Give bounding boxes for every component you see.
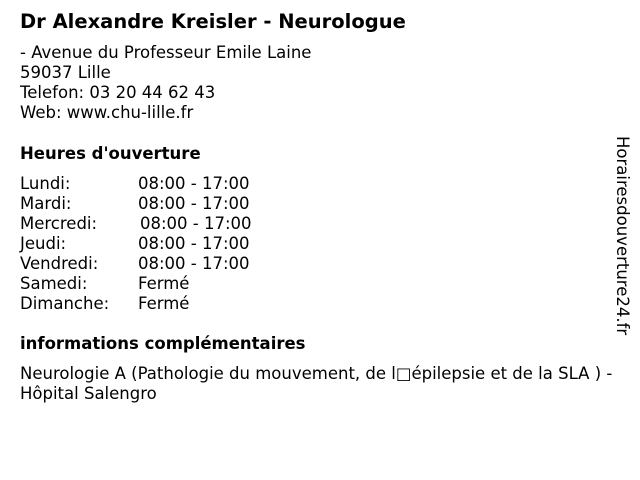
hours-row (20, 194, 280, 214)
hours-day: Mardi: (20, 194, 72, 213)
hours-row (20, 294, 280, 314)
address-block (20, 43, 311, 123)
hours-time: Fermé (138, 294, 190, 313)
hours-time: Fermé (138, 274, 190, 293)
address-city: 59037 Lille (20, 63, 111, 82)
hours-heading: Heures d'ouverture (20, 144, 201, 163)
page-title: Dr Alexandre Kreisler - Neurologue (20, 10, 406, 33)
hours-day: Dimanche: (20, 294, 110, 313)
hours-time: 08:00 - 17:00 (138, 234, 250, 253)
address-web: Web: www.chu-lille.fr (20, 103, 194, 122)
hours-row (20, 234, 280, 254)
address-phone: Telefon: 03 20 44 62 43 (20, 83, 216, 102)
address-street: - Avenue du Professeur Emile Laine (20, 43, 312, 62)
hours-row (20, 254, 280, 274)
info-heading: informations complémentaires (20, 334, 306, 353)
hours-day: Mercredi: (20, 214, 98, 233)
hours-row (20, 274, 280, 294)
hours-row (20, 174, 280, 194)
hours-day: Vendredi: (20, 254, 99, 273)
hours-day: Jeudi: (20, 234, 67, 253)
hours-time: 08:00 - 17:00 (138, 194, 250, 213)
hours-row (20, 214, 280, 234)
hours-time: 08:00 - 17:00 (140, 214, 252, 233)
hours-time: 08:00 - 17:00 (138, 174, 250, 193)
hours-day: Lundi: (20, 174, 71, 193)
hours-time: 08:00 - 17:00 (138, 254, 250, 273)
hours-table (20, 174, 280, 314)
site-watermark: Horairesdouverture24.fr (613, 136, 632, 336)
hours-day: Samedi: (20, 274, 88, 293)
info-text: Neurologie A (Pathologie du mouvement, de l□épilepsie et de la SLA ) - Hôpital Salengro (20, 364, 613, 403)
